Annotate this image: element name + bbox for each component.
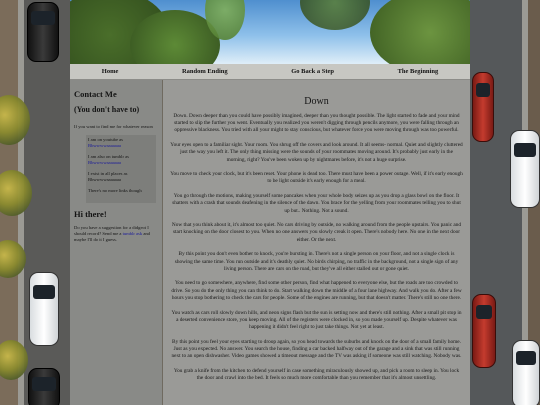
story-paragraph: Your eyes open to a familiar sight. Your room. You shrug off the covers and look around. It all seems- normal. Quiet and slightly cluttered just the way you left it. The only thing missing were the sounds of your roommates moving around. It's probably just early in the morning, right? You've been woken up by nightmares before, it's not a huge surprise. bbox=[170, 142, 463, 163]
suggestion-tail: and maybe I'll do it I guess. bbox=[74, 231, 150, 242]
more-links-note: There's no more links though bbox=[88, 188, 142, 193]
tumblr-link[interactable]: Bbwwwwaaaaaaa bbox=[88, 160, 121, 165]
story-paragraph: Down. Down deeper than you could have possibly imagined, deeper than you thought possible. The light started to fade and your mind started to slip the further you went. Eventually you realized you weren't digging through pencils anymore, you were falling through an oppressive blackness. You tried with all your might to stay conscious, but whatever force you were moving through was too powerful. bbox=[173, 113, 460, 134]
tumblr-line bbox=[88, 154, 156, 166]
story-content bbox=[163, 80, 470, 405]
suggestion-text bbox=[74, 225, 162, 243]
nav-go-back-link[interactable]: Go Back a Step bbox=[291, 68, 335, 75]
other-name: Bbwwwwaaaaaaa bbox=[88, 177, 121, 182]
story-paragraph: You grab a knife from the kitchen to defend yourself in case something miraculously showed up, and pick a room to sleep in. You lock the door and crawl into the bed. It feels so much more comfortable than you remember that it's almost unsettling. bbox=[173, 367, 460, 381]
nav-beginning-link[interactable]: The Beginning bbox=[397, 68, 439, 75]
nav-bar bbox=[70, 64, 470, 80]
parked-car bbox=[29, 272, 59, 346]
other-text: I exist in all places as bbox=[88, 171, 128, 176]
youtube-text: I am on youtube as bbox=[88, 137, 123, 142]
page-title: Down bbox=[304, 96, 329, 107]
street-background-left bbox=[0, 0, 70, 405]
story-paragraph: You watch as cars roll slowly down hills, and neon signs flash but the sun is setting now and there's still nothing. After a small pit stop in a deserted convenience store, you keep moving. All of the registers were clocked in, so you made yourself up. Despite whatever was happening it didn't feel right to just take things. Not yet at least. bbox=[171, 309, 462, 330]
foliage bbox=[300, 0, 370, 30]
story-paragraph: By this point you feel your eyes starting to droop again, so you head towards the suburbs and knock on the door of a small family home. Just as you expected. No answer. You search the house, finding a car backed halfway out of the garage and a sink that was still running next to an open dishwasher. Video games showed a timeout message and the TV was asking if someone was still watching. Nobody was. bbox=[171, 338, 462, 360]
story-paragraph: You go through the motions, making yourself some pancakes when your whole body seizes up as you drop a glass bowl on the floor. It shatters with a crash that sounds deafening in the silence of the dawn. You brace for the yelling from your roommates telling you to shut up but.. Nothing. Not a sound. bbox=[172, 193, 461, 214]
links-box bbox=[86, 135, 156, 203]
contact-subheading: (You don't have to) bbox=[74, 105, 140, 114]
nav-random-ending-link[interactable]: Random Ending bbox=[181, 68, 228, 75]
youtube-link[interactable]: Bbwwwwaaaaaaa bbox=[88, 143, 121, 148]
street-background-right bbox=[470, 0, 540, 405]
foliage bbox=[370, 0, 470, 64]
nav-home-link[interactable]: Home bbox=[101, 68, 119, 75]
story-paragraph: By this point you don't even bother to knock, you're bursting in. There's not a single person on your floor, and not a single clock is showing the same time. You run outside and it's deathly quiet. No birds chirping, no traffic in the background, not a single sign of any living person. There are cars on the road, but they've all either stalled out or gone quiet. bbox=[174, 251, 459, 272]
story-paragraph: You move to check your clock, but it's been reset. Your phone is dead too. There must have been a power outage. Well, if it's early enough to be light outside it's early enough for a meal. bbox=[170, 171, 463, 185]
tumblr-ask-link[interactable]: tumblr ask bbox=[122, 231, 143, 236]
hi-heading: Hi there! bbox=[74, 209, 107, 219]
contact-heading: Contact Me bbox=[74, 89, 117, 99]
parked-car bbox=[27, 2, 59, 62]
tree bbox=[0, 170, 32, 216]
story-paragraph: You need to go somewhere, anywhere, find some other person, find what happened to everyone else, but the roads are too crowded to drive. So you do the only thing you can think to do. Start walking down the middle of a four lane highway. And walk you do. After a few hours you stop bothering to check the cars for people. Some of the engines are running, but that doesn't matter. There's still no one there. bbox=[171, 280, 462, 301]
contact-intro: If you want to find me for whatever reason bbox=[74, 124, 153, 129]
parked-car bbox=[28, 368, 60, 405]
story-paragraph: Now that you think about it, it's almost too quiet. No cars driving by outside, no walking around from the people upstairs. You panic and start knocking on the door closest to you. When no one answers you slowly creak it open. There's nobody here. No one in the next door either. Or the next. bbox=[171, 222, 462, 243]
parked-car bbox=[472, 294, 496, 368]
parked-car bbox=[512, 340, 540, 405]
youtube-line bbox=[88, 137, 156, 149]
suggestion-lead: Do you have a suggestion for a didgeot I should record? Send me a bbox=[74, 225, 149, 236]
tree bbox=[0, 95, 30, 145]
parked-car bbox=[472, 72, 494, 142]
tumblr-text: I am also on tumblr as bbox=[88, 154, 129, 159]
parked-car bbox=[510, 130, 540, 208]
other-line bbox=[88, 171, 156, 183]
sidebar bbox=[70, 80, 162, 405]
header-image bbox=[70, 0, 470, 64]
